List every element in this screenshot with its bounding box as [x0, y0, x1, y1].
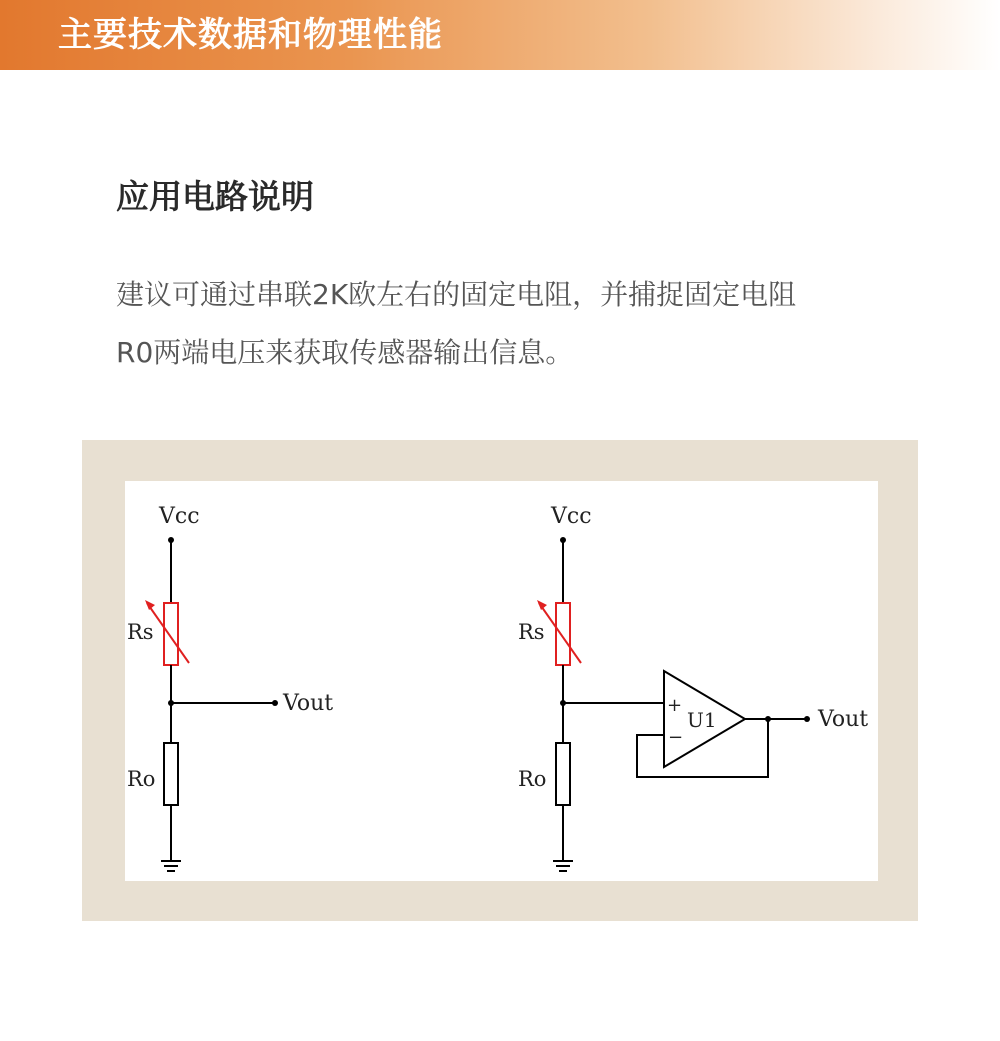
- right-vout-node: [804, 716, 810, 722]
- section-title: 应用电路说明: [116, 177, 314, 216]
- description-line-2: R0两端电压来获取传感器输出信息。: [116, 336, 574, 369]
- right-ro-label: Ro: [518, 767, 547, 791]
- left-circuit: [127, 504, 333, 871]
- left-vout-label: Vout: [283, 691, 334, 716]
- circuit-figure-frame: [82, 440, 918, 921]
- opamp-plus-label: +: [667, 695, 683, 716]
- left-ro-label: Ro: [127, 767, 156, 791]
- left-vcc-label: Vcc: [159, 504, 200, 529]
- opamp-u1-label: U1: [687, 708, 717, 732]
- circuit-figure: [125, 481, 878, 881]
- header-title: 主要技术数据和物理性能: [58, 15, 443, 55]
- left-rs-label: Rs: [127, 620, 154, 644]
- right-rs-arrowhead: [537, 600, 547, 610]
- left-vout-node: [272, 700, 278, 706]
- right-rs-label: Rs: [518, 620, 545, 644]
- header-bar: [0, 0, 1000, 70]
- right-circuit: [518, 504, 868, 871]
- right-vcc-label: Vcc: [551, 504, 592, 529]
- right-vout-label: Vout: [818, 707, 869, 732]
- section-description: [116, 266, 916, 382]
- left-rs-resistor: [164, 603, 178, 665]
- opamp-minus-label: −: [668, 727, 684, 748]
- left-rs-arrowhead: [145, 600, 155, 610]
- right-ro-resistor: [556, 743, 570, 805]
- description-line-1: 建议可通过串联2K欧左右的固定电阻，并捕捉固定电阻: [116, 278, 797, 311]
- right-rs-resistor: [556, 603, 570, 665]
- circuit-diagram: [125, 481, 878, 881]
- left-ro-resistor: [164, 743, 178, 805]
